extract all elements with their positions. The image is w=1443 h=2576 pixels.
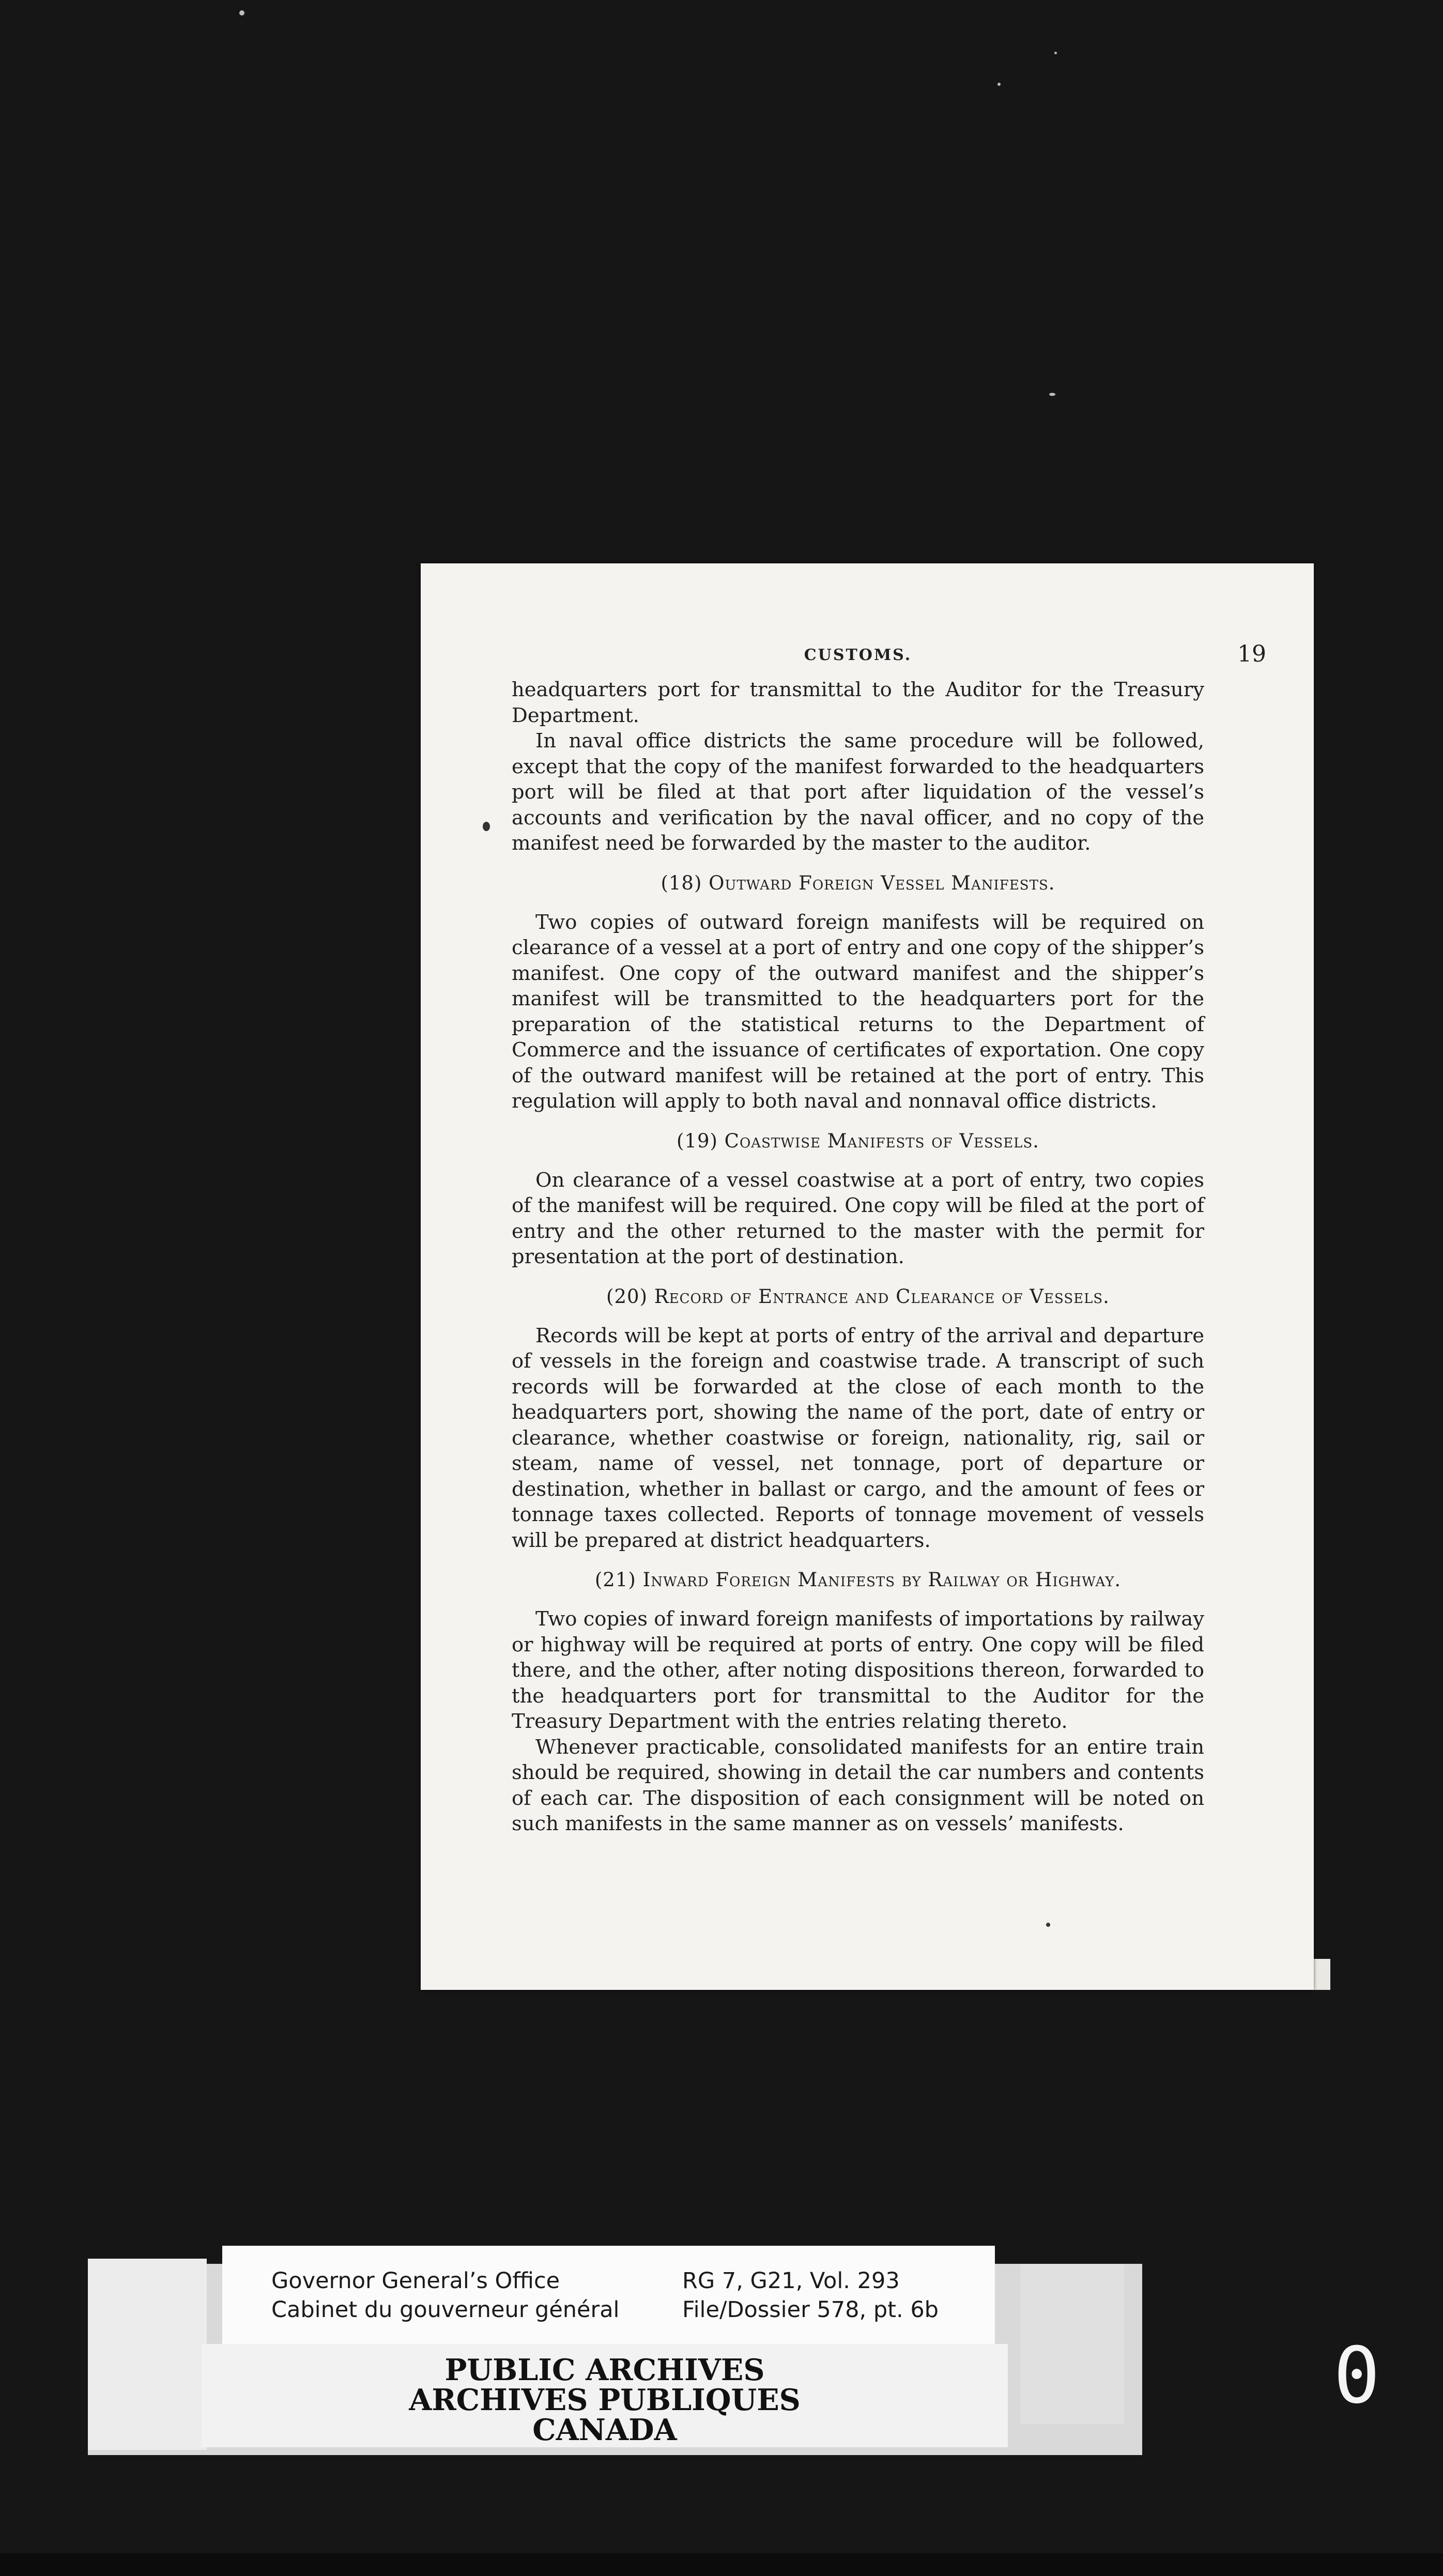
- stamp-line-3: CANADA: [532, 2413, 677, 2447]
- label-right-block: [1021, 2264, 1124, 2424]
- office-english: Governor General’s Office: [271, 2268, 560, 2294]
- page-mark: [483, 822, 490, 831]
- film-bottom-edge: [0, 2553, 1443, 2576]
- paragraph: Records will be kept at ports of entry of the arrival and departure of vessels in the foreign and coastwise trade. A transcript of such records will be forwarded at the close of each month to the headquarters port, showing the name of the port, date of entry or clearance, whether coastwise or foreign, nationality, rig, sail or steam, name of vessel, net tonnage, port of departure or destination, whether in ballast or cargo, and the amount of fees or tonnage taxes collected. Reports of tonnage movement of vessels will be prepared at district headquarters.: [512, 1324, 1204, 1552]
- section-heading-19: (19) Coastwise Manifests of Vessels.: [676, 1129, 1040, 1152]
- document-page: [421, 563, 1314, 1990]
- paragraph: Two copies of inward foreign manifests of importations by railway or highway will be required at ports of entry. One copy will be filed there, and the other, after noting dispositions thereon, forwarded to the headquarters port for transmittal to the Auditor for the Treasury Department with the entries relating thereto.: [512, 1607, 1204, 1733]
- office-names: [271, 2266, 620, 2324]
- page-mark: [1046, 1923, 1050, 1927]
- record-group: RG 7, G21, Vol. 293: [682, 2268, 900, 2294]
- paragraph: On clearance of a vessel coastwise at a port of entry, two copies of the manifest will be required. One copy will be filed at the port of entry and the other returned to the master with the permit for presentation at the port of destination.: [512, 1168, 1204, 1268]
- film-speck: [997, 83, 1001, 86]
- paragraph: In naval office districts the same procedure will be followed, except that the copy of the manifest forwarded to the headquarters port will be filed at that port after liquidation of the vessel’s accounts and verification by the naval officer, and no copy of the manifest need be forwarded by the master to the auditor.: [512, 729, 1204, 855]
- film-speck: [1049, 393, 1055, 396]
- section-heading-18: (18) Outward Foreign Vessel Manifests.: [661, 871, 1055, 894]
- film-speck: [239, 10, 244, 16]
- paragraph: Whenever practicable, consolidated manifests for an entire train should be required, showing in detail the car numbers and contents of each car. The disposition of each consignment will be noted on such manifests in the same manner as on vessels’ manifests.: [512, 1735, 1204, 1835]
- archive-stamp: [202, 2344, 1008, 2447]
- film-speck: [1054, 52, 1057, 54]
- section-heading-20: (20) Record of Entrance and Clearance of Vessels.: [606, 1285, 1110, 1308]
- stamp-line-2: ARCHIVES PUBLIQUES: [409, 2383, 801, 2417]
- archive-reference: [682, 2266, 939, 2324]
- label-left-block: [88, 2259, 207, 2450]
- paragraph: headquarters port for transmittal to the Auditor for the Treasury Department.: [512, 678, 1204, 727]
- archive-reference-card: [222, 2246, 995, 2344]
- file-number: File/Dossier 578, pt. 6b: [682, 2297, 939, 2323]
- paragraph: Two copies of outward foreign manifests will be required on clearance of a vessel at a port of entry and one copy of the shipper’s manifest. One copy of the outward manifest and the shipper’s manifest will be transmitted to the headquarters port for the preparation of the statistical returns to the Department of Commerce and the issuance of certificates of exportation. One copy of the outward manifest will be retained at the port of entry. This regulation will apply to both naval and nonnaval office districts.: [512, 910, 1204, 1113]
- running-title: CUSTOMS.: [804, 646, 912, 664]
- stamp-line-1: PUBLIC ARCHIVES: [444, 2353, 765, 2387]
- frame-number: 0: [1333, 2331, 1380, 2421]
- page-number: 19: [1237, 641, 1266, 667]
- section-heading-21: (21) Inward Foreign Manifests by Railway or Highway.: [594, 1569, 1122, 1591]
- page-text-block: [512, 641, 1266, 1837]
- office-french: Cabinet du gouverneur général: [271, 2297, 620, 2323]
- running-head: [512, 641, 1266, 677]
